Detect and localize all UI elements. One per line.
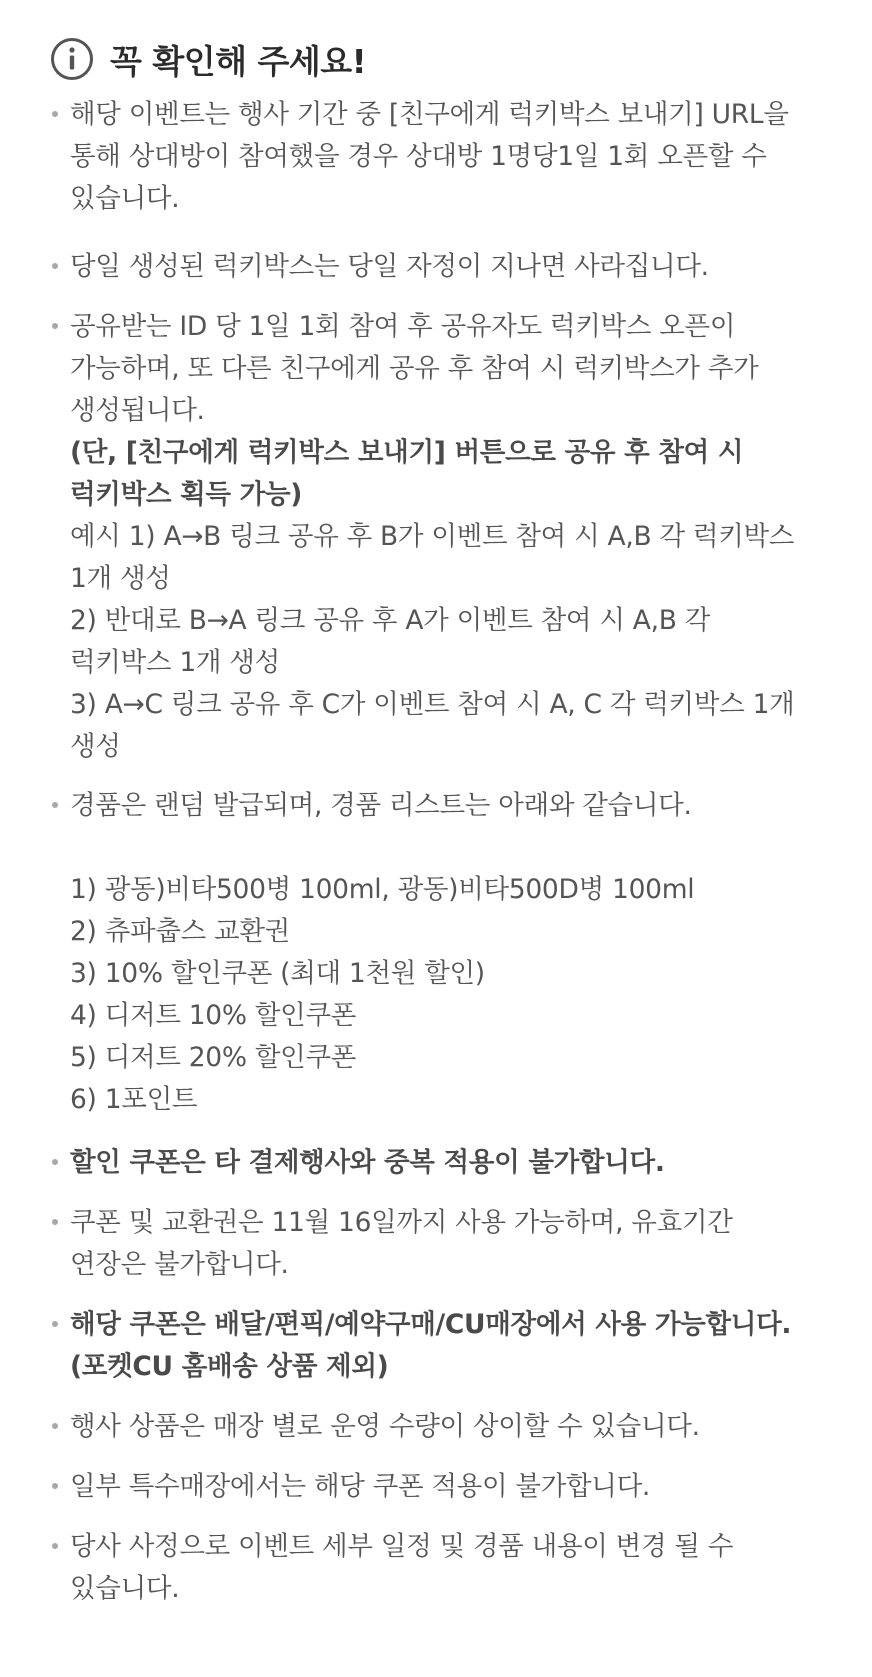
item-text-line: 통해 상대방이 참여했을 경우 상대방 1명당1일 1회 오픈할 수: [70, 141, 767, 172]
item-text-line: 생성: [70, 731, 121, 762]
bullet-dot: [52, 1543, 58, 1549]
item-text-line: 생성됩니다.: [70, 395, 205, 426]
item-text-line: 있습니다.: [70, 1573, 180, 1604]
item-text-line: 있습니다.: [70, 183, 180, 214]
item-text-line-emphasis: 럭키박스 획득 가능): [70, 479, 303, 510]
prize-line: 2) 츄파춥스 교환권: [70, 916, 290, 947]
item-text-line: 당사 사정으로 이벤트 세부 일정 및 경품 내용이 변경 될 수: [70, 1531, 734, 1562]
item-text-line-emphasis: 해당 쿠폰은 배달/편픽/예약구매/CU매장에서 사용 가능합니다.: [70, 1309, 792, 1340]
item-text-line: 1개 생성: [70, 563, 171, 594]
notice-title: 꼭 확인해 주세요!: [110, 41, 367, 81]
list-item: [70, 1406, 840, 1448]
bullet-dot: [52, 802, 58, 808]
item-text-line: 예시 1) A→B 링크 공유 후 B가 이벤트 참여 시 A,B 각 럭키박스: [70, 521, 795, 552]
item-text-line: 행사 상품은 매장 별로 운영 수량이 상이할 수 있습니다.: [70, 1411, 700, 1442]
item-text-line-emphasis: (단, [친구에게 럭키박스 보내기] 버튼으로 공유 후 참여 시: [70, 437, 744, 468]
bullet-dot: [52, 1219, 58, 1225]
list-item: [70, 1304, 840, 1388]
prize-line: 6) 1포인트: [70, 1084, 198, 1115]
prize-line: 3) 10% 할인쿠폰 (최대 1천원 할인): [70, 958, 485, 989]
list-item: [70, 1142, 840, 1184]
item-text-line: 럭키박스 1개 생성: [70, 647, 280, 678]
item-text-line: 2) 반대로 B→A 링크 공유 후 A가 이벤트 참여 시 A,B 각: [70, 605, 711, 636]
prize-line: 4) 디저트 10% 할인쿠폰: [70, 1000, 357, 1031]
bullet-dot: [52, 111, 58, 117]
item-text-line: 가능하며, 또 다른 친구에게 공유 후 참여 시 럭키박스가 추가: [70, 353, 759, 384]
info-icon: [50, 37, 94, 81]
list-item: [70, 306, 840, 768]
item-text-line: 일부 특수매장에서는 해당 쿠폰 적용이 불가합니다.: [70, 1471, 651, 1502]
item-text-line: 쿠폰 및 교환권은 11월 16일까지 사용 가능하며, 유효기간: [70, 1207, 733, 1238]
item-text-line: 당일 생성된 럭키박스는 당일 자정이 지나면 사라집니다.: [70, 251, 709, 282]
list-item: [70, 1526, 840, 1610]
list-item: [70, 1202, 840, 1286]
bullet-dot: [52, 323, 58, 329]
item-text-line: 경품은 랜덤 발급되며, 경품 리스트는 아래와 같습니다.: [70, 790, 692, 821]
item-text-line: 공유받는 ID 당 1일 1회 참여 후 공유자도 럭키박스 오픈이: [70, 311, 736, 342]
list-item: [70, 94, 840, 220]
item-text-line: 해당 이벤트는 행사 기간 중 [친구에게 럭키박스 보내기] URL을: [70, 99, 789, 130]
item-text-line: 연장은 불가합니다.: [70, 1249, 289, 1280]
item-text-line: 3) A→C 링크 공유 후 C가 이벤트 참여 시 A, C 각 럭키박스 1개: [70, 689, 795, 720]
item-text-line-emphasis: 할인 쿠폰은 타 결제행사와 중복 적용이 불가합니다.: [70, 1147, 665, 1178]
blank-line: [70, 827, 840, 869]
item-text-line-emphasis: (포켓CU 홈배송 상품 제외): [70, 1351, 389, 1382]
list-item: [70, 785, 840, 1121]
notice-header: [50, 36, 366, 82]
list-item: [70, 246, 840, 288]
prize-line: 5) 디저트 20% 할인쿠폰: [70, 1042, 357, 1073]
list-item: [70, 1466, 840, 1508]
bullet-dot: [52, 1159, 58, 1165]
bullet-dot: [52, 1423, 58, 1429]
bullet-dot: [52, 1321, 58, 1327]
bullet-dot: [52, 1483, 58, 1489]
bullet-dot: [52, 263, 58, 269]
prize-line: 1) 광동)비타500병 100ml, 광동)비타500D병 100ml: [70, 874, 695, 905]
